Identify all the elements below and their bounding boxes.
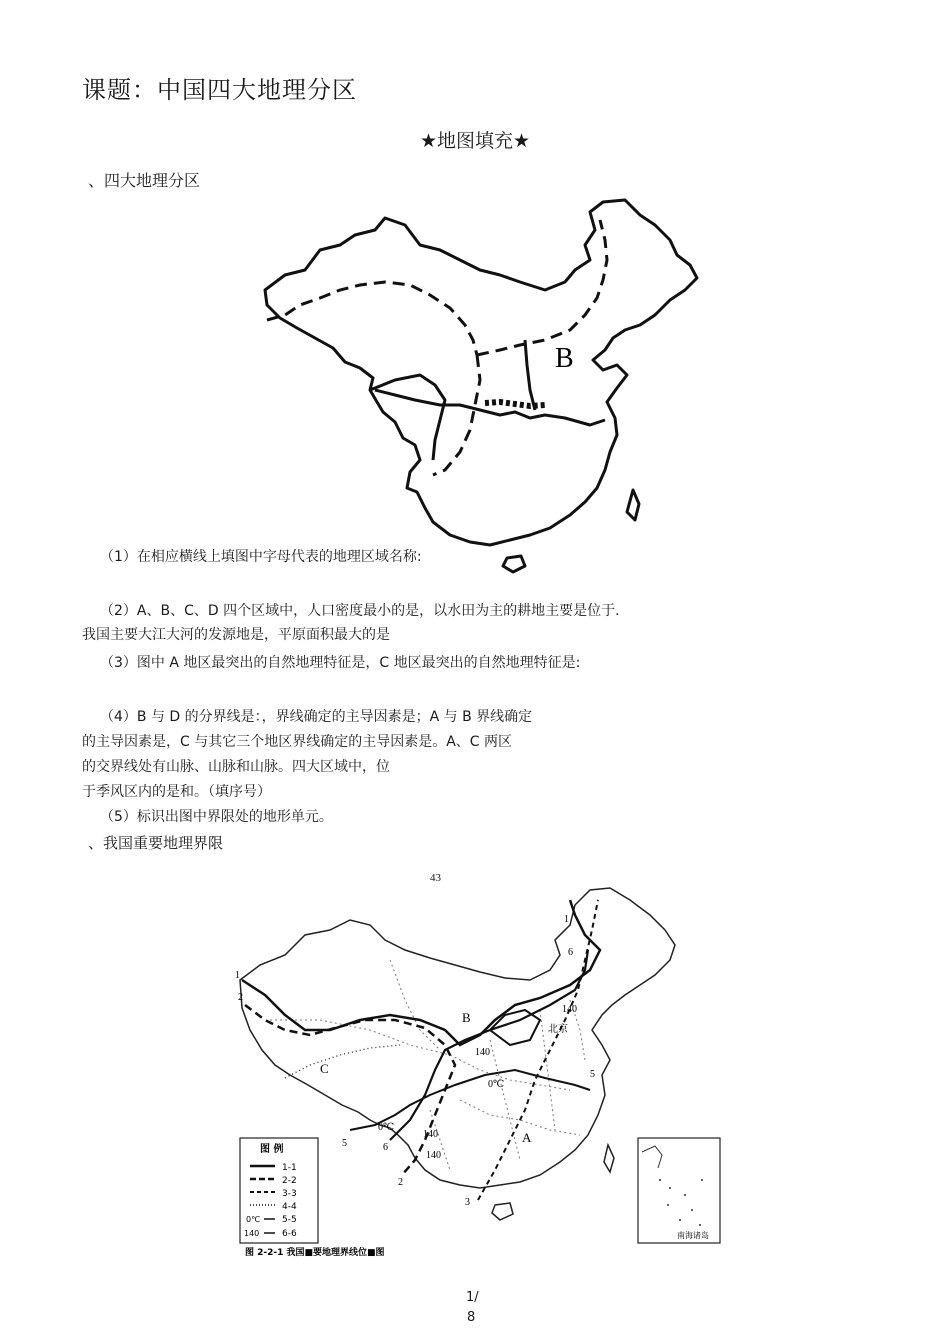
map2-label-c: C bbox=[320, 1061, 329, 1076]
section-subtitle: ★地图填充★ bbox=[419, 130, 531, 152]
map2-label-1b: 1 bbox=[564, 914, 569, 925]
legend-marker-6: 140 bbox=[244, 1229, 260, 1238]
dashed-boundary-northwest bbox=[267, 282, 477, 355]
boundary-4-4 bbox=[285, 1045, 400, 1078]
inner-boundary-north-south bbox=[375, 390, 605, 425]
legend-marker-5: 0℃ bbox=[246, 1215, 261, 1224]
map2-label-140b: 140 bbox=[475, 1047, 490, 1058]
page-title: 课题：中国四大地理分区 bbox=[82, 76, 357, 104]
legend-title: 图 例 bbox=[260, 1144, 284, 1155]
legend-item-4: 4-4 bbox=[282, 1202, 297, 1212]
map2-label-140c: 140 bbox=[423, 1129, 438, 1140]
map2-label-beijing: 北京 bbox=[548, 1024, 568, 1035]
question-4-line-3: 的交界线处有山脉、山脉和山脉。四大区域中，位 bbox=[82, 759, 390, 775]
hainan-outline-2 bbox=[492, 1203, 513, 1220]
map2-label-a: A bbox=[522, 1130, 532, 1145]
question-4-line-4: 于季风区内的是和。（填序号） bbox=[82, 784, 271, 800]
question-4-line-2: 的主导因素是，C 与其它三个地区界线确定的主导因素是。A、C 两区 bbox=[82, 734, 513, 750]
map2-label-6a: 6 bbox=[568, 947, 573, 958]
map2-label-5a: 5 bbox=[590, 1069, 595, 1080]
legend-item-2: 2-2 bbox=[282, 1176, 297, 1186]
map2-caption: 图 2-2-1 我国■要地理界线位■图 bbox=[245, 1248, 385, 1258]
legend-item-6: 6-6 bbox=[282, 1229, 297, 1239]
hainan-outline bbox=[503, 556, 525, 572]
legend-item-3: 3-3 bbox=[282, 1189, 297, 1199]
map2-label-140a: 140 bbox=[562, 1004, 577, 1015]
four-regions-map bbox=[245, 190, 715, 580]
question-4-line-1: （4）B 与 D 的分界线是：，界线确定的主导因素是；A 与 B 界线确定 bbox=[100, 709, 533, 725]
legend-item-5: 5-5 bbox=[282, 1215, 297, 1225]
question-5: （5）标识出图中界限处的地形单元。 bbox=[100, 809, 333, 825]
map2-label-0b: 0℃ bbox=[378, 1122, 395, 1133]
question-3: （3）图中 A 地区最突出的自然地理特征是，C 地区最突出的自然地理特征是: bbox=[100, 655, 581, 671]
map2-label-1a: 1 bbox=[235, 970, 240, 981]
map-legend bbox=[240, 1138, 318, 1243]
map2-label-2a: 2 bbox=[238, 992, 243, 1003]
qinling-mark bbox=[485, 402, 545, 406]
map2-label-3a: 3 bbox=[465, 1197, 470, 1208]
map2-label-0a: 0℃ bbox=[488, 1079, 505, 1090]
south-sea-inset bbox=[638, 1138, 720, 1243]
inner-boundary-west bbox=[370, 375, 445, 460]
taiwan-outline-2 bbox=[604, 1145, 614, 1172]
taiwan-outline bbox=[627, 490, 639, 520]
inset-label: 南海诸岛 bbox=[677, 1231, 709, 1240]
map2-label-5b: 5 bbox=[342, 1138, 347, 1149]
section-heading-boundaries: 、我国重要地理界限 bbox=[88, 834, 224, 852]
section-heading-regions: 、四大地理分区 bbox=[88, 171, 201, 190]
page-total: 8 bbox=[467, 1310, 476, 1325]
question-2-line-1: （2）A、B、C、D 四个区域中，人口密度最小的是，以水田为主的耕地主要是位于. bbox=[100, 603, 620, 619]
boundary-3-3 bbox=[478, 900, 598, 1200]
page-number: 1/ bbox=[466, 1290, 479, 1305]
inner-boundary-b bbox=[525, 340, 535, 410]
boundaries-map bbox=[230, 880, 730, 1270]
question-1: （1）在相应横线上填图中字母代表的地理区域名称: bbox=[100, 549, 422, 565]
legend-item-1: 1-1 bbox=[282, 1163, 297, 1173]
question-2-line-2: 我国主要大江大河的发源地是，平原面积最大的是 bbox=[82, 627, 390, 643]
map2-label-140d: 140 bbox=[426, 1150, 441, 1161]
boundary-6-6 bbox=[390, 950, 588, 1140]
map1-label-b: B bbox=[555, 343, 574, 374]
map2-label-6b: 6 bbox=[383, 1142, 388, 1153]
map2-label-b: B bbox=[462, 1010, 471, 1025]
page-reference: 43 bbox=[430, 872, 441, 884]
map2-label-2b: 2 bbox=[398, 1177, 403, 1188]
